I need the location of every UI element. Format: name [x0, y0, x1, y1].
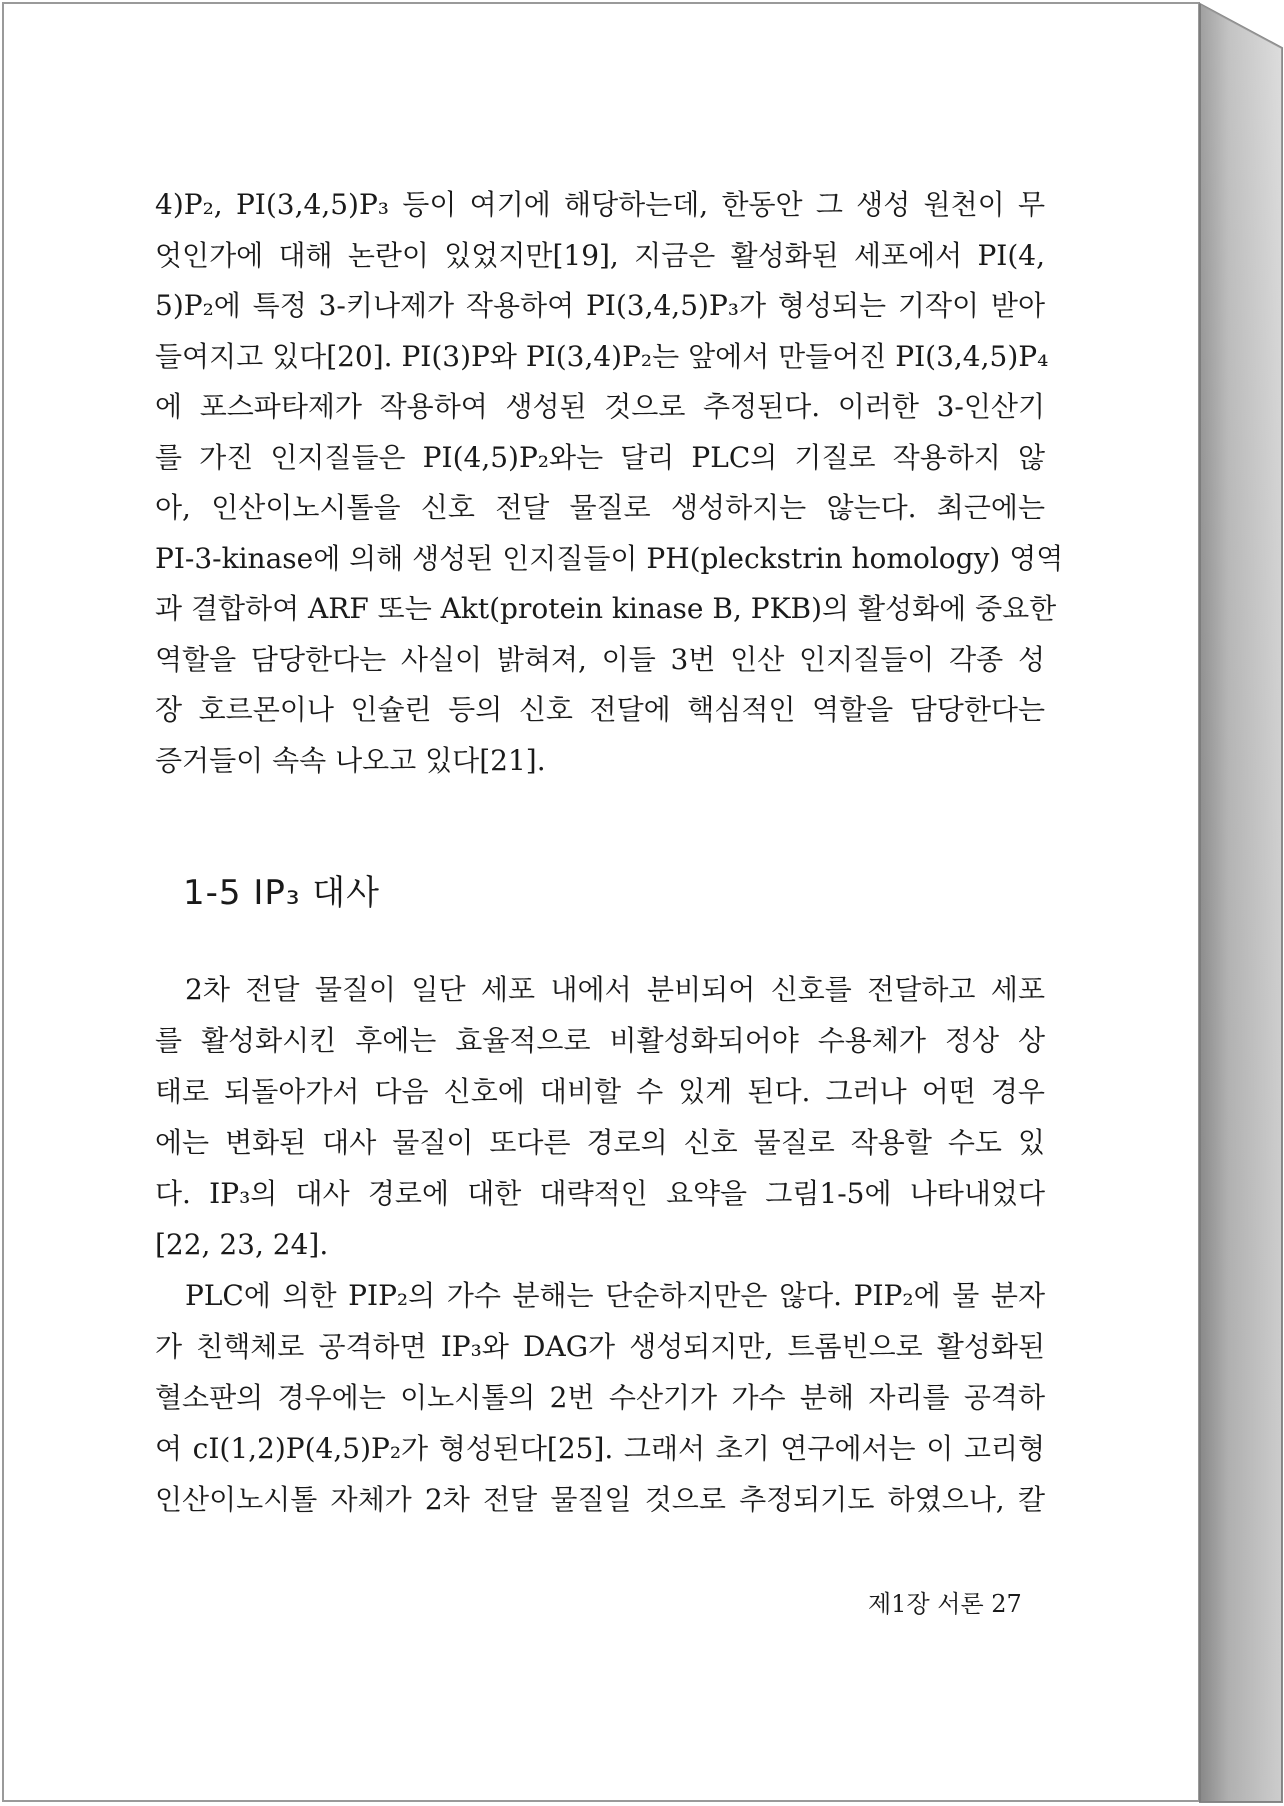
text-line: 에는 변화된 대사 물질이 또다른 경로의 신호 물질로 작용할 수도 있	[155, 1126, 1045, 1159]
paragraph-1	[155, 180, 1064, 786]
text-line: 역할을 담당한다는 사실이 밝혀져, 이들 3번 인산 인지질들이 각종 성	[155, 642, 1045, 676]
text-line: PI-3-kinase에 의해 생성된 인지질들이 PH(pleckstrin homology) 영역	[155, 541, 1064, 575]
text-line: 들여지고 있다[20]. PI(3)P와 PI(3,4)P₂는 앞에서 만들어진 PI(3,4,5)P₄	[155, 339, 1049, 373]
text-line: 아, 인산이노시톨을 신호 전달 물질로 생성하지는 않는다. 최근에는	[155, 491, 1045, 524]
text-line: 인산이노시톨 자체가 2차 전달 물질일 것으로 추정되기도 하였으나, 칼	[155, 1483, 1045, 1516]
text-line: [22, 23, 24].	[155, 1228, 329, 1261]
text-line: 를 가진 인지질들은 PI(4,5)P₂와는 달리 PLC의 기질로 작용하지 않	[155, 440, 1045, 474]
text-line: 여 cI(1,2)P(4,5)P₂가 형성된다[25]. 그래서 초기 연구에서는 이 고리형	[155, 1432, 1045, 1465]
text-line: 에 포스파타제가 작용하여 생성된 것으로 추정된다. 이러한 3-인산기	[155, 390, 1045, 423]
text-line: 다. IP₃의 대사 경로에 대한 대략적인 요약을 그림1-5에 나타내었다	[155, 1177, 1045, 1210]
text-line: 가 친핵체로 공격하면 IP₃와 DAG가 생성되지만, 트롬빈으로 활성화된	[155, 1330, 1045, 1363]
text-line: 혈소판의 경우에는 이노시톨의 2번 수산기가 가수 분해 자리를 공격하	[155, 1381, 1045, 1414]
text-line: 태로 되돌아가서 다음 신호에 대비할 수 있게 된다. 그러나 어떤 경우	[155, 1075, 1045, 1108]
text-line: 엇인가에 대해 논란이 있었지만[19], 지금은 활성화된 세포에서 PI(4,	[155, 238, 1045, 272]
text-line: 과 결합하여 ARF 또는 Akt(protein kinase B, PKB)의 활성화에 중요한	[155, 592, 1057, 625]
text-line: 4)P₂, PI(3,4,5)P₃ 등이 여기에 해당하는데, 한동안 그 생성 원천이 무	[155, 188, 1045, 221]
paragraph-2	[155, 964, 1045, 1525]
text-line: 5)P₂에 특정 3-키나제가 작용하여 PI(3,4,5)P₃가 형성되는 기작이 받아	[155, 289, 1045, 322]
text-line: 장 호르몬이나 인슐린 등의 신호 전달에 핵심적인 역할을 담당한다는	[155, 693, 1045, 726]
text-line: PLC에 의한 PIP₂의 가수 분해는 단순하지만은 않다. PIP₂에 물 분자	[185, 1279, 1045, 1312]
text-line: 를 활성화시킨 후에는 효율적으로 비활성화되어야 수용체가 정상 상	[155, 1024, 1045, 1057]
section-heading: 1-5 IP₃ 대사	[183, 873, 380, 913]
page-footer: 제1장 서론 27	[868, 1590, 1022, 1618]
text-line: 2차 전달 물질이 일단 세포 내에서 분비되어 신호를 전달하고 세포	[185, 973, 1045, 1006]
text-line: 증거들이 속속 나오고 있다[21].	[155, 743, 546, 777]
